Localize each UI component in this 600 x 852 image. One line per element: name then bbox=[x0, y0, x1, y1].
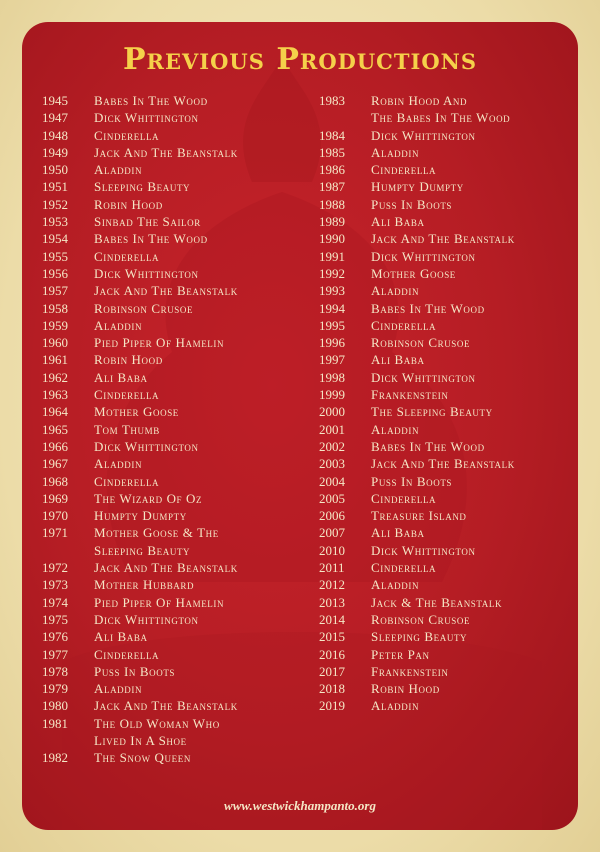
production-title: Aladdin bbox=[94, 456, 143, 472]
production-year bbox=[42, 542, 94, 559]
production-title: The Sleeping Beauty bbox=[371, 404, 493, 420]
production-year: 1976 bbox=[42, 629, 68, 645]
production-title: Cinderella bbox=[94, 646, 160, 662]
production-row bbox=[42, 127, 304, 144]
production-year: 1947 bbox=[42, 110, 68, 126]
production-year: 1991 bbox=[319, 248, 345, 264]
production-year: 1952 bbox=[42, 196, 68, 212]
production-year: 1968 bbox=[42, 473, 68, 489]
production-row bbox=[42, 542, 304, 559]
production-title: Robin Hood bbox=[94, 196, 163, 212]
production-row bbox=[319, 282, 578, 299]
production-title: Treasure Island bbox=[371, 508, 467, 524]
production-row bbox=[42, 161, 304, 178]
production-row bbox=[42, 369, 304, 386]
production-row bbox=[319, 680, 578, 697]
production-year: 1996 bbox=[319, 335, 345, 351]
production-title: Robin Hood bbox=[371, 681, 440, 697]
production-year: 1958 bbox=[42, 300, 68, 316]
production-title: Mother Goose bbox=[94, 404, 179, 420]
production-row bbox=[319, 178, 578, 195]
production-title: Jack & The Beanstalk bbox=[371, 594, 503, 610]
production-row bbox=[42, 594, 304, 611]
production-year: 1970 bbox=[42, 508, 68, 524]
production-year: 2010 bbox=[319, 542, 345, 558]
production-row bbox=[319, 421, 578, 438]
production-title: Cinderella bbox=[371, 490, 437, 506]
production-year: 1988 bbox=[319, 196, 345, 212]
production-year: 1971 bbox=[42, 525, 68, 541]
productions-list-left bbox=[42, 92, 304, 767]
production-title: Pied Piper Of Hamelin bbox=[94, 594, 225, 610]
production-row bbox=[319, 697, 578, 714]
production-row bbox=[42, 351, 304, 368]
production-year: 2005 bbox=[319, 490, 345, 506]
production-title: Sleeping Beauty bbox=[94, 542, 191, 558]
production-year: 1961 bbox=[42, 352, 68, 368]
production-title: Jack And The Beanstalk bbox=[94, 560, 238, 576]
production-title: Babes In The Wood bbox=[94, 93, 208, 108]
production-title: Lived In A Shoe bbox=[94, 732, 187, 748]
production-row bbox=[42, 490, 304, 507]
production-row bbox=[319, 403, 578, 420]
production-year: 1992 bbox=[319, 265, 345, 281]
production-row bbox=[319, 663, 578, 680]
production-year: 1950 bbox=[42, 162, 68, 178]
production-row bbox=[319, 473, 578, 490]
productions-list-right bbox=[319, 92, 578, 715]
production-row bbox=[42, 300, 304, 317]
production-row bbox=[319, 524, 578, 541]
production-title: Ali Baba bbox=[94, 629, 148, 645]
production-row bbox=[319, 507, 578, 524]
production-title: Aladdin bbox=[371, 421, 420, 437]
production-row bbox=[319, 646, 578, 663]
production-row bbox=[319, 213, 578, 230]
production-title: Puss In Boots bbox=[371, 196, 453, 212]
production-title: Babes In The Wood bbox=[371, 438, 485, 454]
production-title: Dick Whittington bbox=[371, 248, 476, 264]
production-row bbox=[42, 109, 304, 126]
production-year: 1987 bbox=[319, 179, 345, 195]
production-title: Aladdin bbox=[94, 681, 143, 697]
production-year: 2003 bbox=[319, 456, 345, 472]
production-row bbox=[319, 317, 578, 334]
production-year: 2017 bbox=[319, 663, 345, 679]
production-row bbox=[42, 455, 304, 472]
production-row bbox=[42, 732, 304, 749]
production-year: 2000 bbox=[319, 404, 345, 420]
production-row bbox=[319, 161, 578, 178]
production-row bbox=[42, 248, 304, 265]
production-year: 1984 bbox=[319, 127, 345, 143]
production-row bbox=[319, 196, 578, 213]
production-row bbox=[42, 265, 304, 282]
production-title: Cinderella bbox=[94, 473, 160, 489]
production-title: Dick Whittington bbox=[94, 265, 199, 281]
production-row bbox=[319, 559, 578, 576]
production-row bbox=[319, 351, 578, 368]
production-year: 2013 bbox=[319, 594, 345, 610]
production-year: 1969 bbox=[42, 490, 68, 506]
production-row bbox=[42, 697, 304, 714]
production-title: Ali Baba bbox=[371, 352, 425, 368]
production-title: Robinson Crusoe bbox=[371, 611, 471, 627]
production-year: 1956 bbox=[42, 265, 68, 281]
production-year: 1957 bbox=[42, 283, 68, 299]
production-year: 1975 bbox=[42, 611, 68, 627]
production-year: 1993 bbox=[319, 283, 345, 299]
production-year: 1977 bbox=[42, 646, 68, 662]
production-row bbox=[42, 421, 304, 438]
production-year bbox=[42, 732, 94, 749]
production-year: 1995 bbox=[319, 317, 345, 333]
production-row bbox=[319, 628, 578, 645]
production-title: Cinderella bbox=[94, 127, 160, 143]
production-year: 2007 bbox=[319, 525, 345, 541]
production-title: Cinderella bbox=[94, 248, 160, 264]
production-year: 1997 bbox=[319, 352, 345, 368]
production-title: Peter Pan bbox=[371, 646, 430, 662]
production-row bbox=[42, 334, 304, 351]
production-row bbox=[319, 369, 578, 386]
production-title: Mother Hubbard bbox=[94, 577, 195, 593]
production-year: 2018 bbox=[319, 681, 345, 697]
production-row bbox=[42, 473, 304, 490]
production-year: 2002 bbox=[319, 438, 345, 454]
page-title: Previous Productions bbox=[123, 42, 477, 77]
production-year: 1978 bbox=[42, 663, 68, 679]
production-row bbox=[42, 749, 304, 766]
production-row bbox=[42, 611, 304, 628]
production-title: Babes In The Wood bbox=[94, 231, 208, 247]
production-title: Aladdin bbox=[94, 317, 143, 333]
production-title: Cinderella bbox=[371, 162, 437, 178]
production-row bbox=[42, 524, 304, 541]
production-year: 1963 bbox=[42, 387, 68, 403]
production-year: 1982 bbox=[42, 750, 68, 766]
production-title: Babes In The Wood bbox=[371, 300, 485, 316]
production-title: Aladdin bbox=[371, 698, 420, 714]
production-title: Robin Hood bbox=[94, 352, 163, 368]
production-title: Aladdin bbox=[371, 144, 420, 160]
production-title: Mother Goose & The bbox=[94, 525, 219, 541]
production-year: 1966 bbox=[42, 438, 68, 454]
production-title: Aladdin bbox=[94, 162, 143, 178]
production-row bbox=[42, 213, 304, 230]
production-title: Puss In Boots bbox=[94, 663, 176, 679]
production-title: Frankenstein bbox=[371, 387, 449, 403]
production-year: 1959 bbox=[42, 317, 68, 333]
production-title: Aladdin bbox=[371, 577, 420, 593]
production-title: Ali Baba bbox=[371, 525, 425, 541]
production-year: 2001 bbox=[319, 421, 345, 437]
production-title: Humpty Dumpty bbox=[371, 179, 464, 195]
production-year: 1980 bbox=[42, 698, 68, 714]
production-year: 1962 bbox=[42, 369, 68, 385]
production-title: Sleeping Beauty bbox=[94, 179, 191, 195]
production-row bbox=[319, 386, 578, 403]
production-row bbox=[319, 248, 578, 265]
production-year: 1954 bbox=[42, 231, 68, 247]
production-title: The Babes In The Wood bbox=[371, 110, 511, 126]
production-year: 1999 bbox=[319, 387, 345, 403]
production-year: 2014 bbox=[319, 611, 345, 627]
production-year: 1979 bbox=[42, 681, 68, 697]
production-row bbox=[42, 576, 304, 593]
production-title: Robinson Crusoe bbox=[94, 300, 194, 316]
production-year: 1967 bbox=[42, 456, 68, 472]
production-title: Jack And The Beanstalk bbox=[94, 698, 238, 714]
production-row bbox=[319, 144, 578, 161]
production-year: 1974 bbox=[42, 594, 68, 610]
production-title: Tom Thumb bbox=[94, 421, 160, 437]
production-year: 1998 bbox=[319, 369, 345, 385]
production-year: 2015 bbox=[319, 629, 345, 645]
production-row bbox=[42, 386, 304, 403]
production-year: 1990 bbox=[319, 231, 345, 247]
production-year: 1949 bbox=[42, 144, 68, 160]
production-row bbox=[42, 196, 304, 213]
production-row bbox=[319, 455, 578, 472]
production-year: 1948 bbox=[42, 127, 68, 143]
production-year: 1986 bbox=[319, 162, 345, 178]
production-year: 1973 bbox=[42, 577, 68, 593]
production-row bbox=[42, 178, 304, 195]
production-year bbox=[319, 109, 371, 126]
production-year: 1964 bbox=[42, 404, 68, 420]
production-year: 1994 bbox=[319, 300, 345, 316]
production-row bbox=[42, 663, 304, 680]
production-title: Humpty Dumpty bbox=[94, 508, 187, 524]
production-row bbox=[42, 646, 304, 663]
production-year: 1945 bbox=[42, 93, 68, 108]
production-title: The Snow Queen bbox=[94, 750, 191, 766]
production-title: Cinderella bbox=[371, 317, 437, 333]
production-row bbox=[42, 438, 304, 455]
production-year: 2012 bbox=[319, 577, 345, 593]
production-row bbox=[319, 438, 578, 455]
production-row bbox=[42, 559, 304, 576]
red-panel bbox=[22, 22, 578, 830]
production-row bbox=[42, 317, 304, 334]
production-row bbox=[319, 594, 578, 611]
production-title: Dick Whittington bbox=[371, 542, 476, 558]
production-row bbox=[319, 230, 578, 247]
production-row bbox=[42, 92, 304, 109]
production-row bbox=[319, 611, 578, 628]
production-year: 2019 bbox=[319, 698, 345, 714]
production-title: Puss In Boots bbox=[371, 473, 453, 489]
production-title: Dick Whittington bbox=[371, 369, 476, 385]
production-title: The Old Woman Who bbox=[94, 715, 220, 731]
production-year: 1983 bbox=[319, 93, 345, 108]
production-title: Jack And The Beanstalk bbox=[94, 283, 238, 299]
production-title: Robin Hood And bbox=[371, 93, 468, 108]
production-row bbox=[319, 542, 578, 559]
production-year: 1960 bbox=[42, 335, 68, 351]
production-year: 1985 bbox=[319, 144, 345, 160]
production-title: Ali Baba bbox=[371, 214, 425, 230]
production-year: 1953 bbox=[42, 214, 68, 230]
production-year: 2011 bbox=[319, 560, 345, 576]
production-row bbox=[319, 490, 578, 507]
production-title: Sleeping Beauty bbox=[371, 629, 468, 645]
production-title: Robinson Crusoe bbox=[371, 335, 471, 351]
production-title: Dick Whittington bbox=[94, 438, 199, 454]
production-row bbox=[319, 265, 578, 282]
production-row bbox=[319, 127, 578, 144]
production-title: Sinbad The Sailor bbox=[94, 214, 201, 230]
production-year: 2016 bbox=[319, 646, 345, 662]
production-title: The Wizard Of Oz bbox=[94, 490, 203, 506]
production-row bbox=[42, 680, 304, 697]
production-title: Jack And The Beanstalk bbox=[94, 144, 238, 160]
production-row bbox=[42, 715, 304, 732]
production-row bbox=[319, 109, 578, 126]
production-row bbox=[319, 334, 578, 351]
production-title: Ali Baba bbox=[94, 369, 148, 385]
production-row bbox=[42, 628, 304, 645]
production-title: Aladdin bbox=[371, 283, 420, 299]
production-title: Cinderella bbox=[94, 387, 160, 403]
production-title: Dick Whittington bbox=[371, 127, 476, 143]
production-title: Jack And The Beanstalk bbox=[371, 456, 515, 472]
production-title: Cinderella bbox=[371, 560, 437, 576]
production-year: 1955 bbox=[42, 248, 68, 264]
production-row bbox=[319, 576, 578, 593]
production-title: Dick Whittington bbox=[94, 611, 199, 627]
production-row bbox=[42, 282, 304, 299]
production-year: 1951 bbox=[42, 179, 68, 195]
production-year: 1965 bbox=[42, 421, 68, 437]
production-title: Frankenstein bbox=[371, 663, 449, 679]
production-row bbox=[319, 92, 578, 109]
production-year: 2004 bbox=[319, 473, 345, 489]
production-year: 2006 bbox=[319, 508, 345, 524]
production-row bbox=[319, 300, 578, 317]
production-row bbox=[42, 230, 304, 247]
website-url: www.westwickhampanto.org bbox=[224, 798, 376, 813]
production-title: Jack And The Beanstalk bbox=[371, 231, 515, 247]
production-title: Dick Whittington bbox=[94, 110, 199, 126]
production-title: Pied Piper Of Hamelin bbox=[94, 335, 225, 351]
production-title: Mother Goose bbox=[371, 265, 456, 281]
production-row bbox=[42, 507, 304, 524]
production-year: 1972 bbox=[42, 560, 68, 576]
production-year: 1989 bbox=[319, 214, 345, 230]
production-row bbox=[42, 144, 304, 161]
production-row bbox=[42, 403, 304, 420]
production-year: 1981 bbox=[42, 715, 68, 731]
